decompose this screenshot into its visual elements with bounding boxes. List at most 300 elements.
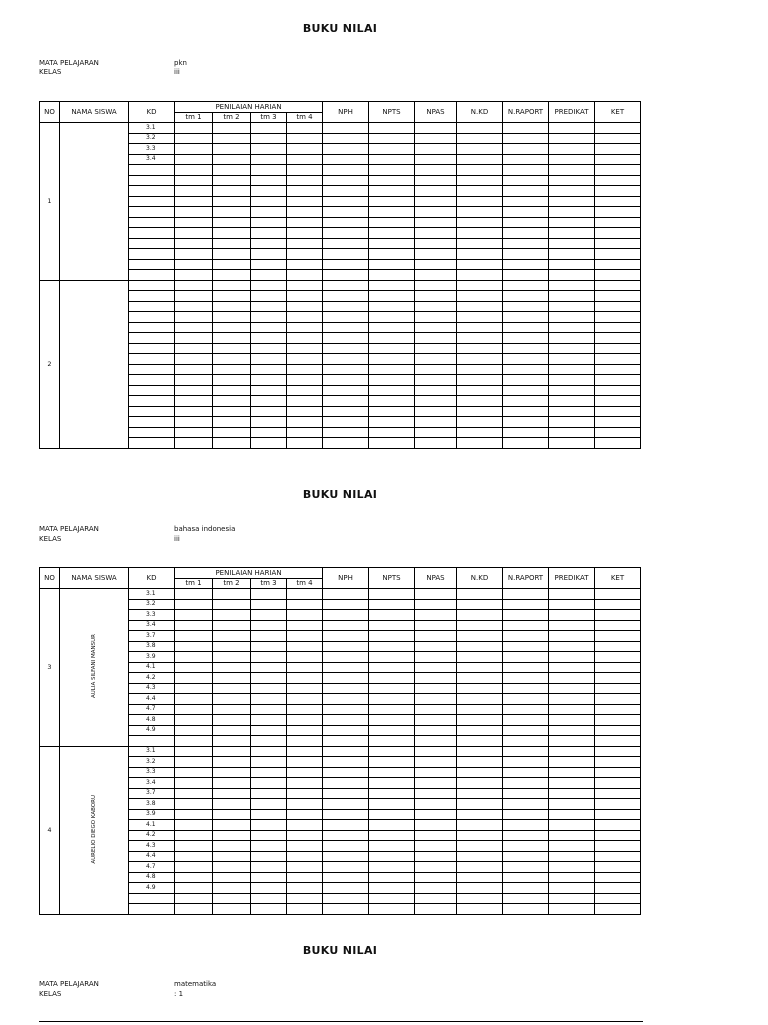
grade-cell[interactable] — [287, 364, 323, 375]
grade-cell[interactable] — [251, 322, 287, 333]
grade-cell[interactable] — [595, 343, 641, 354]
grade-cell[interactable] — [503, 354, 549, 365]
grade-cell[interactable] — [287, 312, 323, 323]
grade-cell[interactable] — [369, 799, 415, 810]
grade-cell[interactable] — [549, 291, 595, 302]
grade-cell[interactable] — [369, 291, 415, 302]
grade-cell[interactable] — [595, 904, 641, 915]
grade-cell[interactable] — [175, 186, 213, 197]
grade-cell[interactable] — [323, 799, 369, 810]
grade-cell[interactable] — [323, 893, 369, 904]
grade-cell[interactable] — [213, 788, 251, 799]
grade-cell[interactable] — [323, 788, 369, 799]
grade-cell[interactable] — [323, 841, 369, 852]
grade-cell[interactable] — [287, 694, 323, 705]
grade-cell[interactable] — [213, 333, 251, 344]
grade-cell[interactable] — [175, 312, 213, 323]
grade-cell[interactable] — [503, 207, 549, 218]
grade-cell[interactable] — [287, 196, 323, 207]
grade-cell[interactable] — [251, 301, 287, 312]
grade-cell[interactable] — [503, 165, 549, 176]
grade-cell[interactable] — [251, 259, 287, 270]
grade-cell[interactable] — [595, 841, 641, 852]
grade-cell[interactable] — [549, 406, 595, 417]
grade-cell[interactable] — [323, 830, 369, 841]
grade-cell[interactable] — [549, 427, 595, 438]
grade-cell[interactable] — [415, 417, 457, 428]
grade-cell[interactable] — [415, 396, 457, 407]
grade-cell[interactable] — [287, 228, 323, 239]
grade-cell[interactable] — [213, 746, 251, 757]
grade-cell[interactable] — [457, 715, 503, 726]
grade-cell[interactable] — [415, 196, 457, 207]
grade-cell[interactable] — [323, 438, 369, 449]
grade-cell[interactable] — [251, 417, 287, 428]
grade-cell[interactable] — [213, 417, 251, 428]
grade-cell[interactable] — [415, 641, 457, 652]
grade-cell[interactable] — [503, 788, 549, 799]
grade-cell[interactable] — [595, 123, 641, 134]
grade-cell[interactable] — [251, 872, 287, 883]
grade-cell[interactable] — [287, 438, 323, 449]
grade-cell[interactable] — [503, 133, 549, 144]
grade-cell[interactable] — [595, 333, 641, 344]
grade-cell[interactable] — [549, 904, 595, 915]
grade-cell[interactable] — [503, 631, 549, 642]
grade-cell[interactable] — [323, 217, 369, 228]
grade-cell[interactable] — [595, 385, 641, 396]
grade-cell[interactable] — [457, 883, 503, 894]
grade-cell[interactable] — [503, 312, 549, 323]
grade-cell[interactable] — [415, 123, 457, 134]
grade-cell[interactable] — [251, 312, 287, 323]
grade-cell[interactable] — [213, 249, 251, 260]
grade-cell[interactable] — [369, 715, 415, 726]
grade-cell[interactable] — [287, 725, 323, 736]
grade-cell[interactable] — [213, 207, 251, 218]
grade-cell[interactable] — [503, 280, 549, 291]
grade-cell[interactable] — [323, 354, 369, 365]
grade-cell[interactable] — [213, 406, 251, 417]
grade-cell[interactable] — [213, 133, 251, 144]
grade-cell[interactable] — [595, 799, 641, 810]
grade-cell[interactable] — [595, 238, 641, 249]
grade-cell[interactable] — [549, 196, 595, 207]
grade-cell[interactable] — [595, 280, 641, 291]
grade-cell[interactable] — [213, 610, 251, 621]
grade-cell[interactable] — [415, 207, 457, 218]
grade-cell[interactable] — [251, 851, 287, 862]
grade-cell[interactable] — [323, 851, 369, 862]
grade-cell[interactable] — [415, 862, 457, 873]
grade-cell[interactable] — [415, 333, 457, 344]
grade-cell[interactable] — [251, 123, 287, 134]
grade-cell[interactable] — [323, 207, 369, 218]
grade-cell[interactable] — [251, 333, 287, 344]
grade-cell[interactable] — [287, 809, 323, 820]
grade-cell[interactable] — [213, 589, 251, 600]
grade-cell[interactable] — [595, 809, 641, 820]
grade-cell[interactable] — [595, 375, 641, 386]
grade-cell[interactable] — [175, 217, 213, 228]
grade-cell[interactable] — [287, 175, 323, 186]
grade-cell[interactable] — [323, 872, 369, 883]
grade-cell[interactable] — [549, 364, 595, 375]
grade-cell[interactable] — [175, 259, 213, 270]
grade-cell[interactable] — [287, 301, 323, 312]
grade-cell[interactable] — [369, 652, 415, 663]
grade-cell[interactable] — [549, 207, 595, 218]
grade-cell[interactable] — [503, 427, 549, 438]
grade-cell[interactable] — [251, 904, 287, 915]
grade-cell[interactable] — [175, 291, 213, 302]
grade-cell[interactable] — [503, 704, 549, 715]
grade-cell[interactable] — [415, 904, 457, 915]
grade-cell[interactable] — [287, 375, 323, 386]
grade-cell[interactable] — [213, 343, 251, 354]
grade-cell[interactable] — [251, 820, 287, 831]
grade-cell[interactable] — [415, 133, 457, 144]
grade-cell[interactable] — [175, 364, 213, 375]
grade-cell[interactable] — [457, 599, 503, 610]
grade-cell[interactable] — [251, 778, 287, 789]
grade-cell[interactable] — [251, 217, 287, 228]
grade-cell[interactable] — [175, 343, 213, 354]
grade-cell[interactable] — [251, 385, 287, 396]
grade-cell[interactable] — [549, 154, 595, 165]
grade-cell[interactable] — [323, 133, 369, 144]
grade-cell[interactable] — [415, 301, 457, 312]
grade-cell[interactable] — [213, 809, 251, 820]
grade-cell[interactable] — [549, 851, 595, 862]
grade-cell[interactable] — [213, 438, 251, 449]
grade-cell[interactable] — [213, 385, 251, 396]
grade-cell[interactable] — [457, 354, 503, 365]
grade-cell[interactable] — [323, 862, 369, 873]
grade-cell[interactable] — [323, 904, 369, 915]
grade-cell[interactable] — [595, 683, 641, 694]
grade-cell[interactable] — [175, 778, 213, 789]
grade-cell[interactable] — [369, 123, 415, 134]
grade-cell[interactable] — [549, 280, 595, 291]
grade-cell[interactable] — [323, 417, 369, 428]
grade-cell[interactable] — [369, 641, 415, 652]
grade-cell[interactable] — [549, 704, 595, 715]
grade-cell[interactable] — [287, 778, 323, 789]
grade-cell[interactable] — [287, 830, 323, 841]
grade-cell[interactable] — [595, 610, 641, 621]
grade-cell[interactable] — [457, 196, 503, 207]
grade-cell[interactable] — [175, 809, 213, 820]
grade-cell[interactable] — [251, 280, 287, 291]
grade-cell[interactable] — [323, 123, 369, 134]
grade-cell[interactable] — [213, 820, 251, 831]
grade-cell[interactable] — [251, 175, 287, 186]
grade-cell[interactable] — [251, 438, 287, 449]
grade-cell[interactable] — [457, 280, 503, 291]
grade-cell[interactable] — [213, 704, 251, 715]
grade-cell[interactable] — [503, 270, 549, 281]
grade-cell[interactable] — [251, 375, 287, 386]
grade-cell[interactable] — [251, 631, 287, 642]
grade-cell[interactable] — [503, 259, 549, 270]
grade-cell[interactable] — [323, 778, 369, 789]
grade-cell[interactable] — [549, 799, 595, 810]
grade-cell[interactable] — [457, 385, 503, 396]
grade-cell[interactable] — [287, 417, 323, 428]
grade-cell[interactable] — [549, 830, 595, 841]
grade-cell[interactable] — [323, 385, 369, 396]
grade-cell[interactable] — [369, 704, 415, 715]
grade-cell[interactable] — [251, 238, 287, 249]
grade-cell[interactable] — [369, 186, 415, 197]
grade-cell[interactable] — [503, 343, 549, 354]
grade-cell[interactable] — [549, 673, 595, 684]
grade-cell[interactable] — [251, 673, 287, 684]
grade-cell[interactable] — [415, 144, 457, 155]
grade-cell[interactable] — [369, 144, 415, 155]
grade-cell[interactable] — [415, 375, 457, 386]
grade-cell[interactable] — [415, 809, 457, 820]
grade-cell[interactable] — [503, 291, 549, 302]
grade-cell[interactable] — [503, 872, 549, 883]
grade-cell[interactable] — [503, 757, 549, 768]
grade-cell[interactable] — [213, 291, 251, 302]
grade-cell[interactable] — [549, 610, 595, 621]
grade-cell[interactable] — [175, 333, 213, 344]
grade-cell[interactable] — [251, 354, 287, 365]
grade-cell[interactable] — [251, 599, 287, 610]
grade-cell[interactable] — [457, 238, 503, 249]
grade-cell[interactable] — [415, 883, 457, 894]
grade-cell[interactable] — [415, 631, 457, 642]
grade-cell[interactable] — [175, 862, 213, 873]
grade-cell[interactable] — [457, 438, 503, 449]
grade-cell[interactable] — [213, 662, 251, 673]
grade-cell[interactable] — [213, 904, 251, 915]
grade-cell[interactable] — [549, 186, 595, 197]
grade-cell[interactable] — [503, 662, 549, 673]
grade-cell[interactable] — [595, 417, 641, 428]
grade-cell[interactable] — [369, 417, 415, 428]
grade-cell[interactable] — [595, 154, 641, 165]
grade-cell[interactable] — [251, 809, 287, 820]
grade-cell[interactable] — [175, 641, 213, 652]
grade-cell[interactable] — [175, 249, 213, 260]
grade-cell[interactable] — [415, 767, 457, 778]
grade-cell[interactable] — [369, 893, 415, 904]
grade-cell[interactable] — [457, 757, 503, 768]
grade-cell[interactable] — [175, 406, 213, 417]
grade-cell[interactable] — [323, 186, 369, 197]
grade-cell[interactable] — [369, 217, 415, 228]
grade-cell[interactable] — [213, 652, 251, 663]
grade-cell[interactable] — [549, 809, 595, 820]
grade-cell[interactable] — [415, 438, 457, 449]
grade-cell[interactable] — [549, 767, 595, 778]
grade-cell[interactable] — [251, 652, 287, 663]
grade-cell[interactable] — [457, 767, 503, 778]
grade-cell[interactable] — [595, 631, 641, 642]
grade-cell[interactable] — [175, 301, 213, 312]
grade-cell[interactable] — [503, 736, 549, 747]
grade-cell[interactable] — [369, 788, 415, 799]
grade-cell[interactable] — [323, 757, 369, 768]
grade-cell[interactable] — [549, 715, 595, 726]
grade-cell[interactable] — [457, 175, 503, 186]
grade-cell[interactable] — [175, 417, 213, 428]
grade-cell[interactable] — [287, 662, 323, 673]
grade-cell[interactable] — [549, 778, 595, 789]
grade-cell[interactable] — [415, 725, 457, 736]
grade-cell[interactable] — [213, 883, 251, 894]
grade-cell[interactable] — [457, 841, 503, 852]
grade-cell[interactable] — [595, 599, 641, 610]
grade-cell[interactable] — [251, 883, 287, 894]
grade-cell[interactable] — [369, 333, 415, 344]
grade-cell[interactable] — [457, 186, 503, 197]
grade-cell[interactable] — [503, 385, 549, 396]
grade-cell[interactable] — [323, 322, 369, 333]
grade-cell[interactable] — [369, 280, 415, 291]
grade-cell[interactable] — [595, 438, 641, 449]
grade-cell[interactable] — [369, 757, 415, 768]
grade-cell[interactable] — [287, 841, 323, 852]
grade-cell[interactable] — [175, 620, 213, 631]
grade-cell[interactable] — [503, 883, 549, 894]
grade-cell[interactable] — [213, 631, 251, 642]
grade-cell[interactable] — [503, 175, 549, 186]
grade-cell[interactable] — [251, 715, 287, 726]
grade-cell[interactable] — [595, 354, 641, 365]
grade-cell[interactable] — [503, 641, 549, 652]
grade-cell[interactable] — [457, 589, 503, 600]
grade-cell[interactable] — [369, 778, 415, 789]
grade-cell[interactable] — [549, 165, 595, 176]
grade-cell[interactable] — [175, 165, 213, 176]
grade-cell[interactable] — [457, 270, 503, 281]
grade-cell[interactable] — [503, 364, 549, 375]
grade-cell[interactable] — [369, 133, 415, 144]
grade-cell[interactable] — [213, 396, 251, 407]
grade-cell[interactable] — [369, 196, 415, 207]
grade-cell[interactable] — [323, 312, 369, 323]
grade-cell[interactable] — [369, 820, 415, 831]
grade-cell[interactable] — [287, 631, 323, 642]
grade-cell[interactable] — [175, 427, 213, 438]
grade-cell[interactable] — [287, 599, 323, 610]
grade-cell[interactable] — [503, 144, 549, 155]
grade-cell[interactable] — [323, 238, 369, 249]
grade-cell[interactable] — [213, 725, 251, 736]
grade-cell[interactable] — [287, 704, 323, 715]
grade-cell[interactable] — [503, 694, 549, 705]
grade-cell[interactable] — [457, 683, 503, 694]
grade-cell[interactable] — [549, 620, 595, 631]
grade-cell[interactable] — [369, 904, 415, 915]
grade-cell[interactable] — [287, 144, 323, 155]
grade-cell[interactable] — [213, 154, 251, 165]
grade-cell[interactable] — [323, 343, 369, 354]
grade-cell[interactable] — [213, 620, 251, 631]
grade-cell[interactable] — [287, 396, 323, 407]
grade-cell[interactable] — [251, 841, 287, 852]
grade-cell[interactable] — [213, 851, 251, 862]
grade-cell[interactable] — [595, 641, 641, 652]
grade-cell[interactable] — [175, 746, 213, 757]
grade-cell[interactable] — [503, 228, 549, 239]
grade-cell[interactable] — [415, 683, 457, 694]
grade-cell[interactable] — [287, 280, 323, 291]
grade-cell[interactable] — [415, 427, 457, 438]
grade-cell[interactable] — [251, 291, 287, 302]
grade-cell[interactable] — [503, 238, 549, 249]
grade-cell[interactable] — [251, 620, 287, 631]
grade-cell[interactable] — [457, 312, 503, 323]
grade-cell[interactable] — [549, 228, 595, 239]
grade-cell[interactable] — [369, 683, 415, 694]
grade-cell[interactable] — [175, 704, 213, 715]
grade-cell[interactable] — [287, 270, 323, 281]
grade-cell[interactable] — [251, 641, 287, 652]
grade-cell[interactable] — [175, 820, 213, 831]
grade-cell[interactable] — [415, 599, 457, 610]
grade-cell[interactable] — [287, 217, 323, 228]
grade-cell[interactable] — [369, 259, 415, 270]
grade-cell[interactable] — [175, 631, 213, 642]
grade-cell[interactable] — [549, 599, 595, 610]
grade-cell[interactable] — [457, 343, 503, 354]
grade-cell[interactable] — [549, 249, 595, 260]
grade-cell[interactable] — [369, 589, 415, 600]
grade-cell[interactable] — [175, 788, 213, 799]
grade-cell[interactable] — [213, 175, 251, 186]
grade-cell[interactable] — [175, 725, 213, 736]
grade-cell[interactable] — [323, 249, 369, 260]
grade-cell[interactable] — [251, 788, 287, 799]
grade-cell[interactable] — [457, 652, 503, 663]
grade-cell[interactable] — [415, 893, 457, 904]
grade-cell[interactable] — [415, 841, 457, 852]
grade-cell[interactable] — [251, 406, 287, 417]
grade-cell[interactable] — [415, 228, 457, 239]
grade-cell[interactable] — [287, 652, 323, 663]
grade-cell[interactable] — [175, 375, 213, 386]
grade-cell[interactable] — [595, 322, 641, 333]
grade-cell[interactable] — [415, 662, 457, 673]
grade-cell[interactable] — [549, 354, 595, 365]
grade-cell[interactable] — [213, 599, 251, 610]
grade-cell[interactable] — [415, 610, 457, 621]
grade-cell[interactable] — [213, 280, 251, 291]
grade-cell[interactable] — [415, 217, 457, 228]
grade-cell[interactable] — [287, 683, 323, 694]
grade-cell[interactable] — [415, 154, 457, 165]
grade-cell[interactable] — [549, 375, 595, 386]
grade-cell[interactable] — [251, 343, 287, 354]
grade-cell[interactable] — [213, 270, 251, 281]
grade-cell[interactable] — [251, 396, 287, 407]
grade-cell[interactable] — [213, 123, 251, 134]
grade-cell[interactable] — [369, 610, 415, 621]
grade-cell[interactable] — [213, 238, 251, 249]
grade-cell[interactable] — [415, 799, 457, 810]
grade-cell[interactable] — [251, 893, 287, 904]
grade-cell[interactable] — [457, 662, 503, 673]
grade-cell[interactable] — [175, 883, 213, 894]
grade-cell[interactable] — [213, 217, 251, 228]
grade-cell[interactable] — [175, 662, 213, 673]
